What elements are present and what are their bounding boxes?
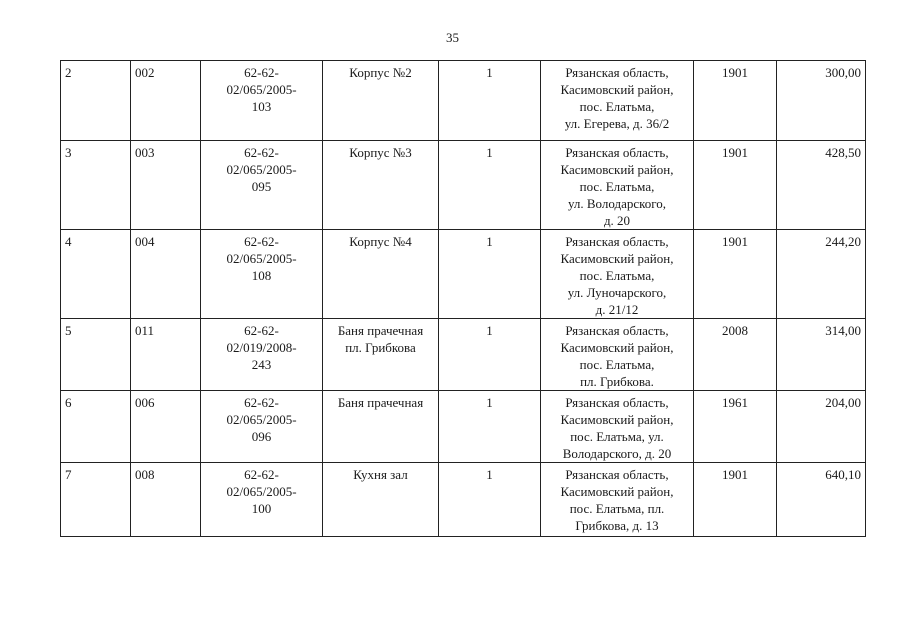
cadastral-line: 02/019/2008- <box>226 340 297 355</box>
cadastral-line: 02/065/2005- <box>226 162 297 177</box>
address-cell <box>541 230 694 319</box>
object-name-cell <box>323 61 439 141</box>
inventory-code-cell: 004 <box>131 230 201 319</box>
cadastral-line: 02/065/2005- <box>226 484 297 499</box>
object-name-cell <box>323 319 439 391</box>
address-line: пос. Елатьма, ул. <box>570 429 664 444</box>
quantity-cell: 1 <box>439 463 541 537</box>
cadastral-number-cell <box>201 61 323 141</box>
table-row <box>61 230 866 319</box>
cadastral-line: 62-62- <box>244 65 279 80</box>
object-name-line: Кухня зал <box>353 467 408 482</box>
object-name-line: Баня прачечная <box>337 395 424 410</box>
address-cell <box>541 463 694 537</box>
address-line: Володарского, д. 20 <box>562 446 672 461</box>
object-name-cell <box>323 391 439 463</box>
address-line: пос. Елатьма, <box>579 99 655 114</box>
inventory-code-cell: 008 <box>131 463 201 537</box>
cadastral-line: 096 <box>251 429 272 444</box>
area-cell: 300,00 <box>777 61 866 141</box>
cadastral-line: 62-62- <box>244 323 279 338</box>
object-name-line: пл. Грибкова <box>345 340 416 355</box>
address-line: Грибкова, д. 13 <box>575 518 659 533</box>
address-line: ул. Луночарского, <box>567 285 667 300</box>
inventory-code-cell: 002 <box>131 61 201 141</box>
row-number-cell: 5 <box>61 319 131 391</box>
cadastral-line: 100 <box>251 501 272 516</box>
year-cell: 1901 <box>694 463 777 537</box>
area-cell: 244,20 <box>777 230 866 319</box>
address-line: пос. Елатьма, <box>579 357 655 372</box>
quantity-cell: 1 <box>439 61 541 141</box>
cadastral-line: 62-62- <box>244 145 279 160</box>
address-line: пос. Елатьма, <box>579 179 655 194</box>
address-line: Рязанская область, <box>565 395 669 410</box>
area-cell: 314,00 <box>777 319 866 391</box>
property-registry-table <box>60 60 866 537</box>
table-body <box>61 61 866 537</box>
inventory-code-cell: 011 <box>131 319 201 391</box>
cadastral-line: 62-62- <box>244 234 279 249</box>
address-line: Касимовский район, <box>560 484 674 499</box>
area-cell: 640,10 <box>777 463 866 537</box>
address-cell <box>541 391 694 463</box>
row-number-cell: 2 <box>61 61 131 141</box>
row-number-cell: 4 <box>61 230 131 319</box>
cadastral-number-cell <box>201 319 323 391</box>
address-line: д. 20 <box>603 213 631 228</box>
year-cell: 1901 <box>694 230 777 319</box>
cadastral-number-cell <box>201 463 323 537</box>
page-number: 35 <box>446 30 459 45</box>
row-number-cell: 6 <box>61 391 131 463</box>
cadastral-line: 02/065/2005- <box>226 82 297 97</box>
address-line: Касимовский район, <box>560 162 674 177</box>
address-line: Рязанская область, <box>565 323 669 338</box>
address-line: пос. Елатьма, пл. <box>569 501 665 516</box>
address-line: Касимовский район, <box>560 412 674 427</box>
quantity-cell: 1 <box>439 319 541 391</box>
cadastral-number-cell <box>201 391 323 463</box>
table-row <box>61 463 866 537</box>
address-line: Рязанская область, <box>565 145 669 160</box>
table-row <box>61 61 866 141</box>
inventory-code-cell: 006 <box>131 391 201 463</box>
address-line: Касимовский район, <box>560 251 674 266</box>
cadastral-line: 108 <box>251 268 272 283</box>
address-line: пос. Елатьма, <box>579 268 655 283</box>
address-line: ул. Егерева, д. 36/2 <box>564 116 670 131</box>
object-name-cell <box>323 230 439 319</box>
address-line: Касимовский район, <box>560 340 674 355</box>
inventory-code-cell: 003 <box>131 141 201 230</box>
address-cell <box>541 141 694 230</box>
address-line: Рязанская область, <box>565 467 669 482</box>
address-line: д. 21/12 <box>595 302 639 317</box>
address-cell <box>541 319 694 391</box>
object-name-cell <box>323 463 439 537</box>
cadastral-line: 62-62- <box>244 395 279 410</box>
object-name-line: Корпус №3 <box>349 145 412 160</box>
address-line: пл. Грибкова. <box>580 374 654 389</box>
cadastral-number-cell <box>201 141 323 230</box>
cadastral-line: 02/065/2005- <box>226 251 297 266</box>
area-cell: 428,50 <box>777 141 866 230</box>
year-cell: 1901 <box>694 61 777 141</box>
table-row <box>61 391 866 463</box>
year-cell: 1961 <box>694 391 777 463</box>
table-row <box>61 319 866 391</box>
year-cell: 2008 <box>694 319 777 391</box>
address-line: Касимовский район, <box>560 82 674 97</box>
object-name-line: Корпус №4 <box>349 234 412 249</box>
object-name-line: Баня прачечная <box>337 323 424 338</box>
year-cell: 1901 <box>694 141 777 230</box>
object-name-line: Корпус №2 <box>349 65 412 80</box>
quantity-cell: 1 <box>439 230 541 319</box>
cadastral-line: 103 <box>251 99 272 114</box>
quantity-cell: 1 <box>439 141 541 230</box>
object-name-cell <box>323 141 439 230</box>
address-line: Рязанская область, <box>565 234 669 249</box>
quantity-cell: 1 <box>439 391 541 463</box>
cadastral-line: 243 <box>251 357 272 372</box>
cadastral-number-cell <box>201 230 323 319</box>
address-line: ул. Володарского, <box>567 196 667 211</box>
cadastral-line: 02/065/2005- <box>226 412 297 427</box>
cadastral-line: 095 <box>251 179 272 194</box>
cadastral-line: 62-62- <box>244 467 279 482</box>
row-number-cell: 7 <box>61 463 131 537</box>
area-cell: 204,00 <box>777 391 866 463</box>
address-cell <box>541 61 694 141</box>
address-line: Рязанская область, <box>565 65 669 80</box>
table-row <box>61 141 866 230</box>
row-number-cell: 3 <box>61 141 131 230</box>
